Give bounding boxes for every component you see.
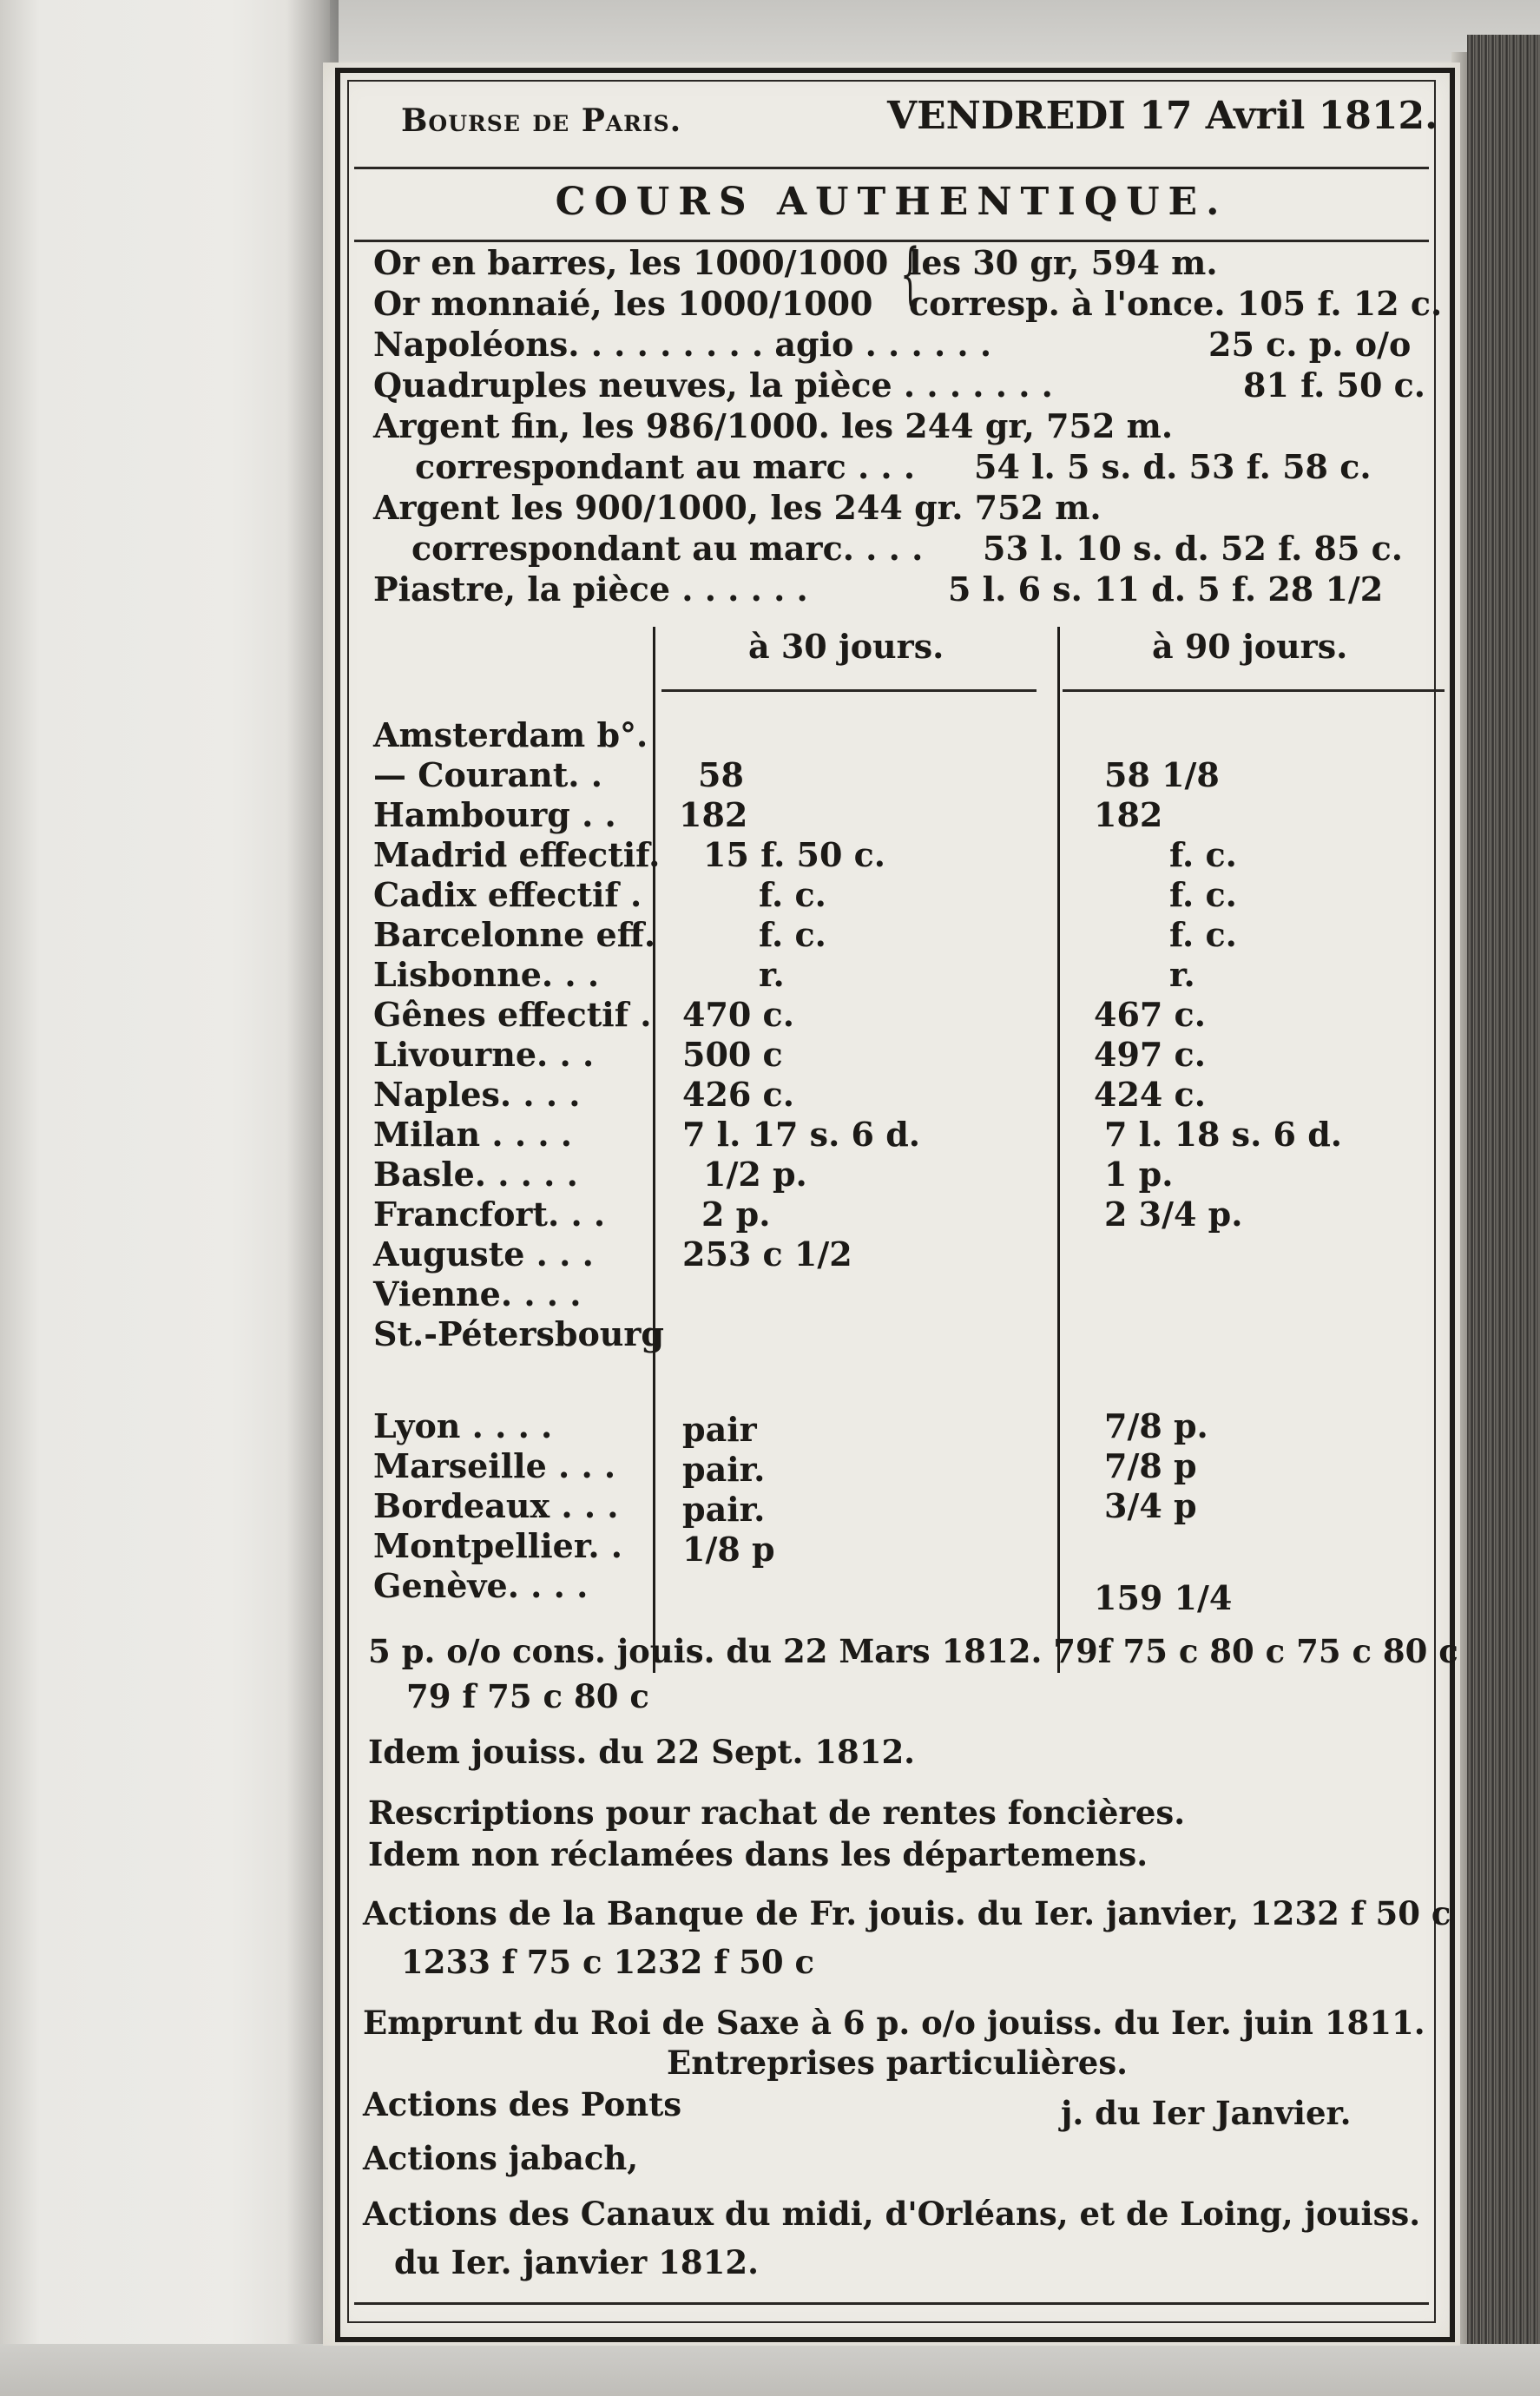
header-bourse: Bourse de Paris.: [401, 102, 682, 139]
securities-line: du Ier. janvier 1812.: [394, 2243, 759, 2281]
exchange-city: Hambourg . .: [373, 795, 616, 834]
brace-glyph: {: [900, 234, 920, 314]
exchange-city: Cadix effectif .: [373, 875, 642, 914]
rate-90: 182: [1094, 795, 1163, 834]
metal-value: 53 l. 10 s. d. 52 f. 85 c.: [983, 529, 1404, 568]
metal-line: Or monnaié, les 1000/1000: [373, 284, 873, 323]
exchange-city: Barcelonne eff.: [373, 915, 656, 954]
securities-line: 1233 f 75 c 1232 f 50 c: [401, 1943, 814, 1981]
domestic-city: Bordeaux . . .: [373, 1486, 619, 1525]
rate-90: 159 1/4: [1094, 1578, 1233, 1617]
rate-30: 426 c.: [682, 1075, 794, 1114]
metal-value: 81 f. 50 c.: [1243, 365, 1426, 405]
rate-30: 500 c: [682, 1035, 783, 1074]
rate-30: pair.: [682, 1450, 766, 1489]
header-date: VENDREDI 17 Avril 1812.: [887, 94, 1438, 138]
rate-90: f. c.: [1169, 835, 1237, 874]
domestic-city: Marseille . . .: [373, 1446, 616, 1485]
metal-line: Or en barres, les 1000/1000: [373, 243, 889, 282]
metal-value: corresp. à l'once. 105 f. 12 c.: [909, 284, 1443, 323]
securities-line: Actions de la Banque de Fr. jouis. du Ier. janvier, 1232 f 50 c: [363, 1894, 1451, 1932]
rate-30: 58: [698, 755, 744, 794]
exchange-city: Naples. . . .: [373, 1075, 581, 1114]
footer-rule: [354, 2302, 1429, 2305]
exchange-city: Auguste . . .: [373, 1234, 594, 1274]
securities-line: Idem non réclamées dans les départemens.: [368, 1835, 1148, 1873]
securities-line: 5 p. o/o cons. jouis. du 22 Mars 1812. 79f 75 c 80 c 75 c 80 c: [368, 1632, 1458, 1670]
domestic-city: Montpellier. .: [373, 1526, 623, 1565]
metal-line: Piastre, la pièce . . . . . .: [373, 569, 808, 609]
securities-line: j. du Ier Janvier.: [1061, 2094, 1352, 2132]
rate-30: 253 c 1/2: [682, 1234, 852, 1274]
column-rule-30: [661, 689, 1037, 692]
rate-90: 7 l. 18 s. 6 d.: [1104, 1115, 1342, 1154]
securities-line: Actions des Ponts: [363, 2085, 682, 2123]
securities-heading: Entreprises particulières.: [667, 2044, 1129, 2082]
exchange-city: Amsterdam b°.: [373, 715, 648, 754]
metal-line: correspondant au marc . . .: [415, 447, 916, 486]
rate-30: r.: [759, 955, 785, 994]
rate-30: 470 c.: [682, 995, 794, 1034]
exchange-city: Francfort. . .: [373, 1195, 606, 1234]
table-divider-left: [653, 627, 655, 1673]
title-rule: [354, 240, 1429, 242]
printed-page: [323, 63, 1460, 2346]
rate-90: f. c.: [1169, 875, 1237, 914]
rate-30: f. c.: [759, 915, 826, 954]
metal-line: Argent les 900/1000, les 244 gr. 752 m.: [373, 488, 1102, 527]
table-divider-right: [1057, 627, 1060, 1673]
header-rule: [354, 167, 1429, 169]
page-edges: [1467, 35, 1540, 2370]
exchange-city: St.-Pétersbourg: [373, 1314, 665, 1353]
exchange-city: Milan . . . .: [373, 1115, 573, 1154]
rate-30: 7 l. 17 s. 6 d.: [682, 1115, 920, 1154]
metal-value: les 30 gr, 594 m.: [909, 243, 1218, 282]
exchange-city: — Courant. .: [373, 755, 602, 794]
exchange-city: Gênes effectif .: [373, 995, 652, 1034]
rate-90: r.: [1169, 955, 1195, 994]
column-header-90: à 90 jours.: [1152, 627, 1348, 666]
metal-line: Quadruples neuves, la pièce . . . . . . .: [373, 365, 1053, 405]
background-bottom: [0, 2344, 1540, 2396]
exchange-city: Livourne. . .: [373, 1035, 595, 1074]
rate-30: 2 p.: [701, 1195, 771, 1234]
rate-90: 3/4 p: [1104, 1486, 1197, 1525]
page-title: COURS AUTHENTIQUE.: [555, 180, 1228, 224]
rate-90: 467 c.: [1094, 995, 1206, 1034]
exchange-city: Madrid effectif.: [373, 835, 661, 874]
column-header-30: à 30 jours.: [748, 627, 944, 666]
rate-30: 1/2 p.: [703, 1155, 807, 1194]
metal-value: 5 l. 6 s. 11 d. 5 f. 28 1/2: [948, 569, 1384, 609]
rate-90: 497 c.: [1094, 1035, 1206, 1074]
rate-90: f. c.: [1169, 915, 1237, 954]
securities-line: Emprunt du Roi de Saxe à 6 p. o/o jouiss. du Ier. juin 1811.: [363, 2004, 1425, 2042]
securities-line: Actions jabach,: [363, 2139, 639, 2177]
rate-90: 7/8 p: [1104, 1446, 1197, 1485]
securities-line: Actions des Canaux du midi, d'Orléans, et de Loing, jouiss.: [363, 2195, 1421, 2233]
rate-30: 182: [679, 795, 748, 834]
securities-line: Idem jouiss. du 22 Sept. 1812.: [368, 1733, 916, 1771]
metal-value: 25 c. p. o/o: [1208, 325, 1412, 364]
securities-line: 79 f 75 c 80 c: [406, 1677, 649, 1715]
rate-30: f. c.: [759, 875, 826, 914]
securities-line: Rescriptions pour rachat de rentes foncières.: [368, 1794, 1186, 1832]
rate-30: pair.: [682, 1490, 766, 1529]
rate-90: 1 p.: [1104, 1155, 1174, 1194]
column-rule-90: [1063, 689, 1445, 692]
rate-90: 7/8 p.: [1104, 1406, 1208, 1445]
domestic-city: Lyon . . . .: [373, 1406, 553, 1445]
metal-value: 54 l. 5 s. d. 53 f. 58 c.: [974, 447, 1372, 486]
domestic-city: Genève. . . .: [373, 1566, 589, 1605]
exchange-city: Vienne. . . .: [373, 1274, 582, 1313]
rate-90: 2 3/4 p.: [1104, 1195, 1243, 1234]
rate-30: pair: [682, 1410, 757, 1449]
exchange-city: Lisbonne. . .: [373, 955, 600, 994]
metal-line: Napoléons. . . . . . . . . agio . . . . . .: [373, 325, 992, 364]
exchange-city: Basle. . . . .: [373, 1155, 578, 1194]
metal-line: correspondant au marc. . . .: [411, 529, 924, 568]
rate-30: 1/8 p: [682, 1530, 775, 1569]
metal-line: Argent fin, les 986/1000. les 244 gr, 752 m.: [373, 406, 1174, 445]
left-blank-page: [0, 0, 330, 2396]
rate-90: 58 1/8: [1104, 755, 1220, 794]
rate-90: 424 c.: [1094, 1075, 1206, 1114]
rate-30: 15 f. 50 c.: [703, 835, 886, 874]
